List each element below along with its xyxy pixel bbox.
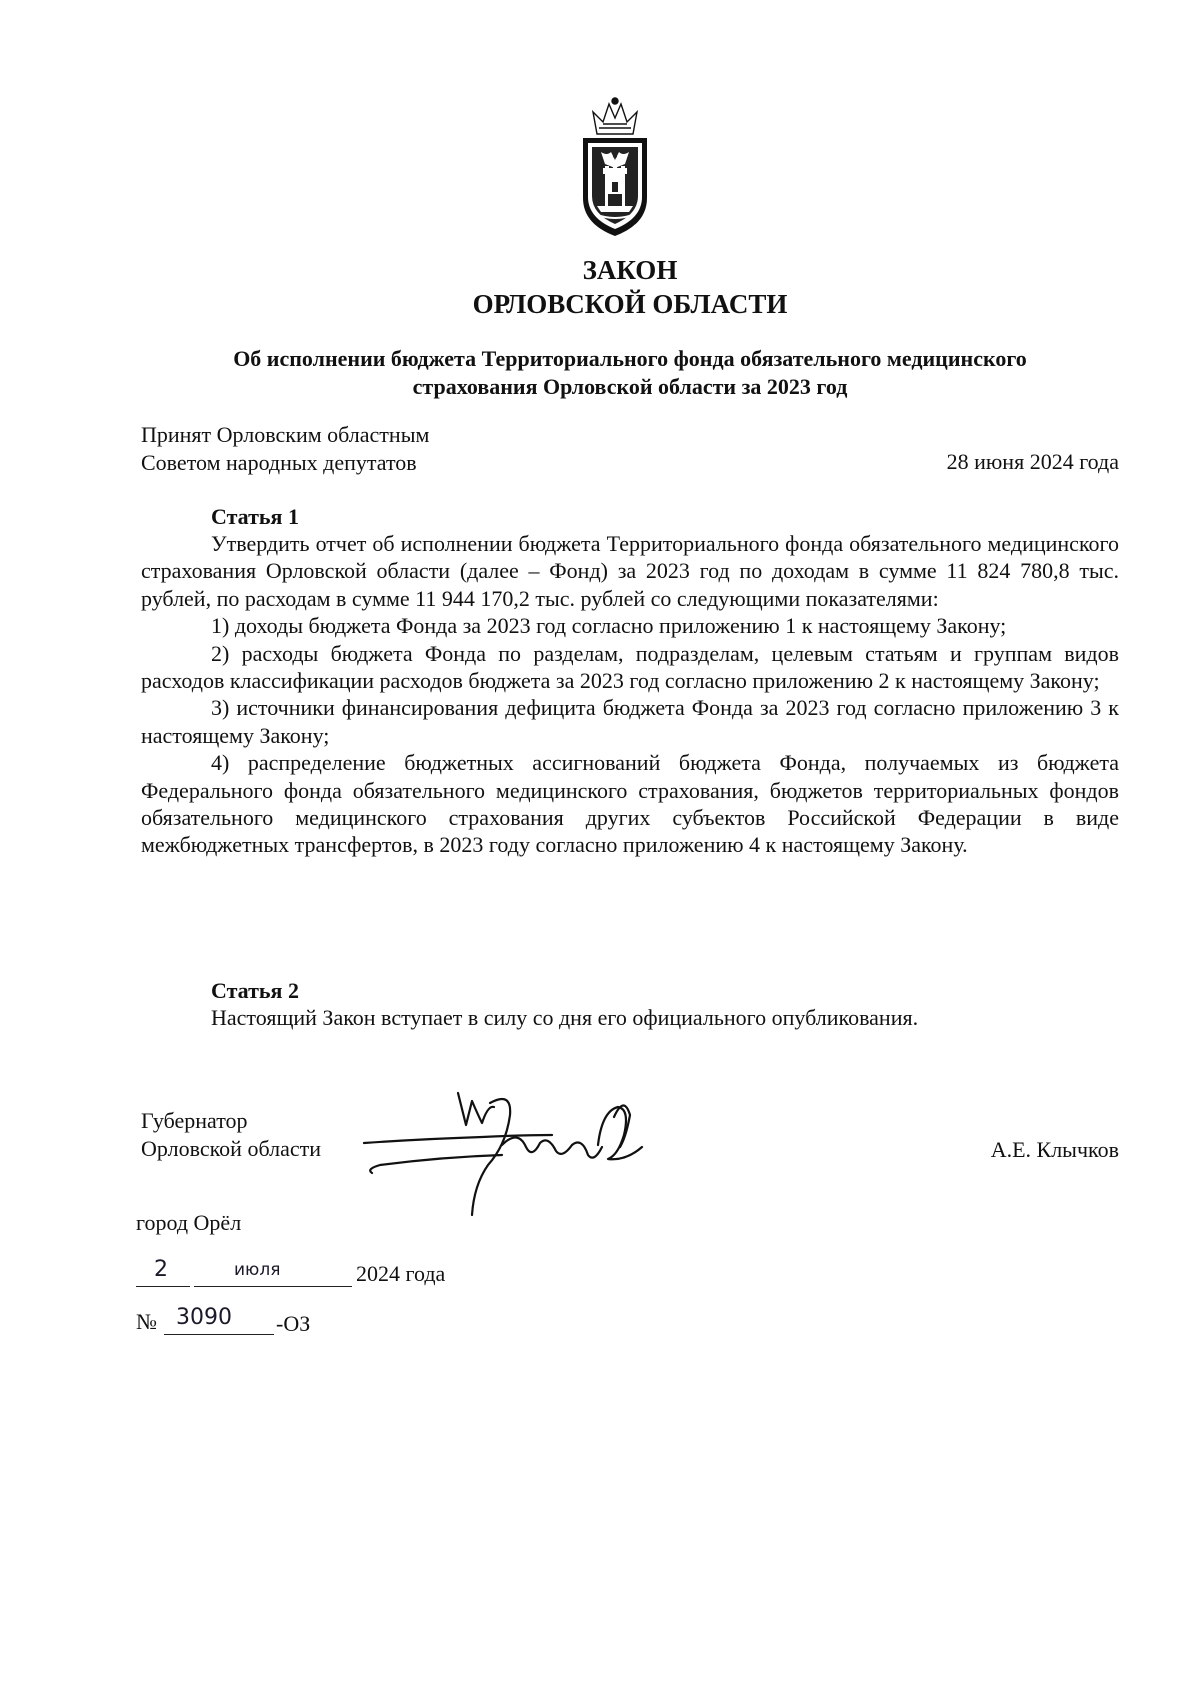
signatory-title-line-2: Орловской области	[141, 1136, 321, 1161]
signing-month: июля	[234, 1260, 281, 1280]
article-2-paragraph: Настоящий Закон вступает в силу со дня его официального опубликования.	[211, 1005, 919, 1030]
article-1-paragraph: Утвердить отчет об исполнении бюджета Территориального фонда обязательного медицинского страхования Орловской области (далее – Фонд) за 2023 год по доходам в сумме 11 824 780,8 тыс. рублей, по расходам в сумме 11 944 170,2 тыс. рублей со следующими показателями:	[141, 531, 1119, 611]
adopted-date: 28 июня 2024 года	[946, 449, 1119, 474]
signing-year: 2024 года	[356, 1261, 446, 1286]
signatory-title-line-1: Губернатор	[141, 1108, 248, 1133]
signing-day: 2	[154, 1257, 168, 1282]
document-subtitle	[150, 345, 1110, 401]
handwritten-signature	[362, 1085, 662, 1219]
title-line-1: ЗАКОН	[582, 255, 678, 285]
document-number-row	[136, 1305, 536, 1341]
coat-of-arms-emblem	[575, 94, 655, 240]
title-line-2: ОРЛОВСКОЙ ОБЛАСТИ	[472, 289, 788, 319]
month-blank-line	[194, 1286, 352, 1287]
document-number: 3090	[176, 1305, 232, 1330]
number-suffix: -ОЗ	[276, 1311, 311, 1336]
article-1-item-4: 4) распределение бюджетных ассигнований бюджета Фонда, получаемых из бюджета Федерального фонда обязательного медицинского страхования, бюджетов территориальных фондов обязательного медицинского страхования других субъектов Российской Федерации в виде межбюджетных трансфертов, в 2023 году согласно приложению 4 к настоящему Закону.	[141, 750, 1119, 858]
article-1-item-2: 2) расходы бюджета Фонда по разделам, подразделам, целевым статьям и группам видов расходов классификации расходов бюджета за 2023 год согласно приложению 2 к настоящему Закону;	[141, 640, 1119, 694]
number-blank-line	[164, 1334, 274, 1335]
article-2-heading: Статья 2	[211, 978, 299, 1003]
document-title	[0, 253, 1200, 321]
signatory-name: А.Е. Клычков	[990, 1137, 1119, 1162]
day-blank-line	[136, 1286, 190, 1287]
adopted-line-1: Принят Орловским областным	[141, 422, 430, 447]
article-1-item-1: 1) доходы бюджета Фонда за 2023 год согласно приложению 1 к настоящему Закону;	[211, 613, 1007, 639]
adopted-by-block	[141, 421, 561, 476]
signing-date-row	[136, 1257, 636, 1293]
subtitle-line-1: Об исполнении бюджета Территориального фонда обязательного медицинского	[233, 346, 1027, 371]
article-1-body	[141, 530, 1119, 859]
article-2-body	[141, 1004, 1119, 1031]
adopted-line-2: Советом народных депутатов	[141, 449, 417, 475]
article-1-item-3: 3) источники финансирования дефицита бюджета Фонда за 2023 год согласно приложению 3 к настоящему Закону;	[141, 695, 1119, 748]
subtitle-line-2: страхования Орловской области за 2023 год	[412, 374, 848, 399]
signing-city: город Орёл	[136, 1210, 242, 1235]
article-1-heading: Статья 1	[211, 504, 299, 529]
number-sign: №	[136, 1309, 157, 1334]
